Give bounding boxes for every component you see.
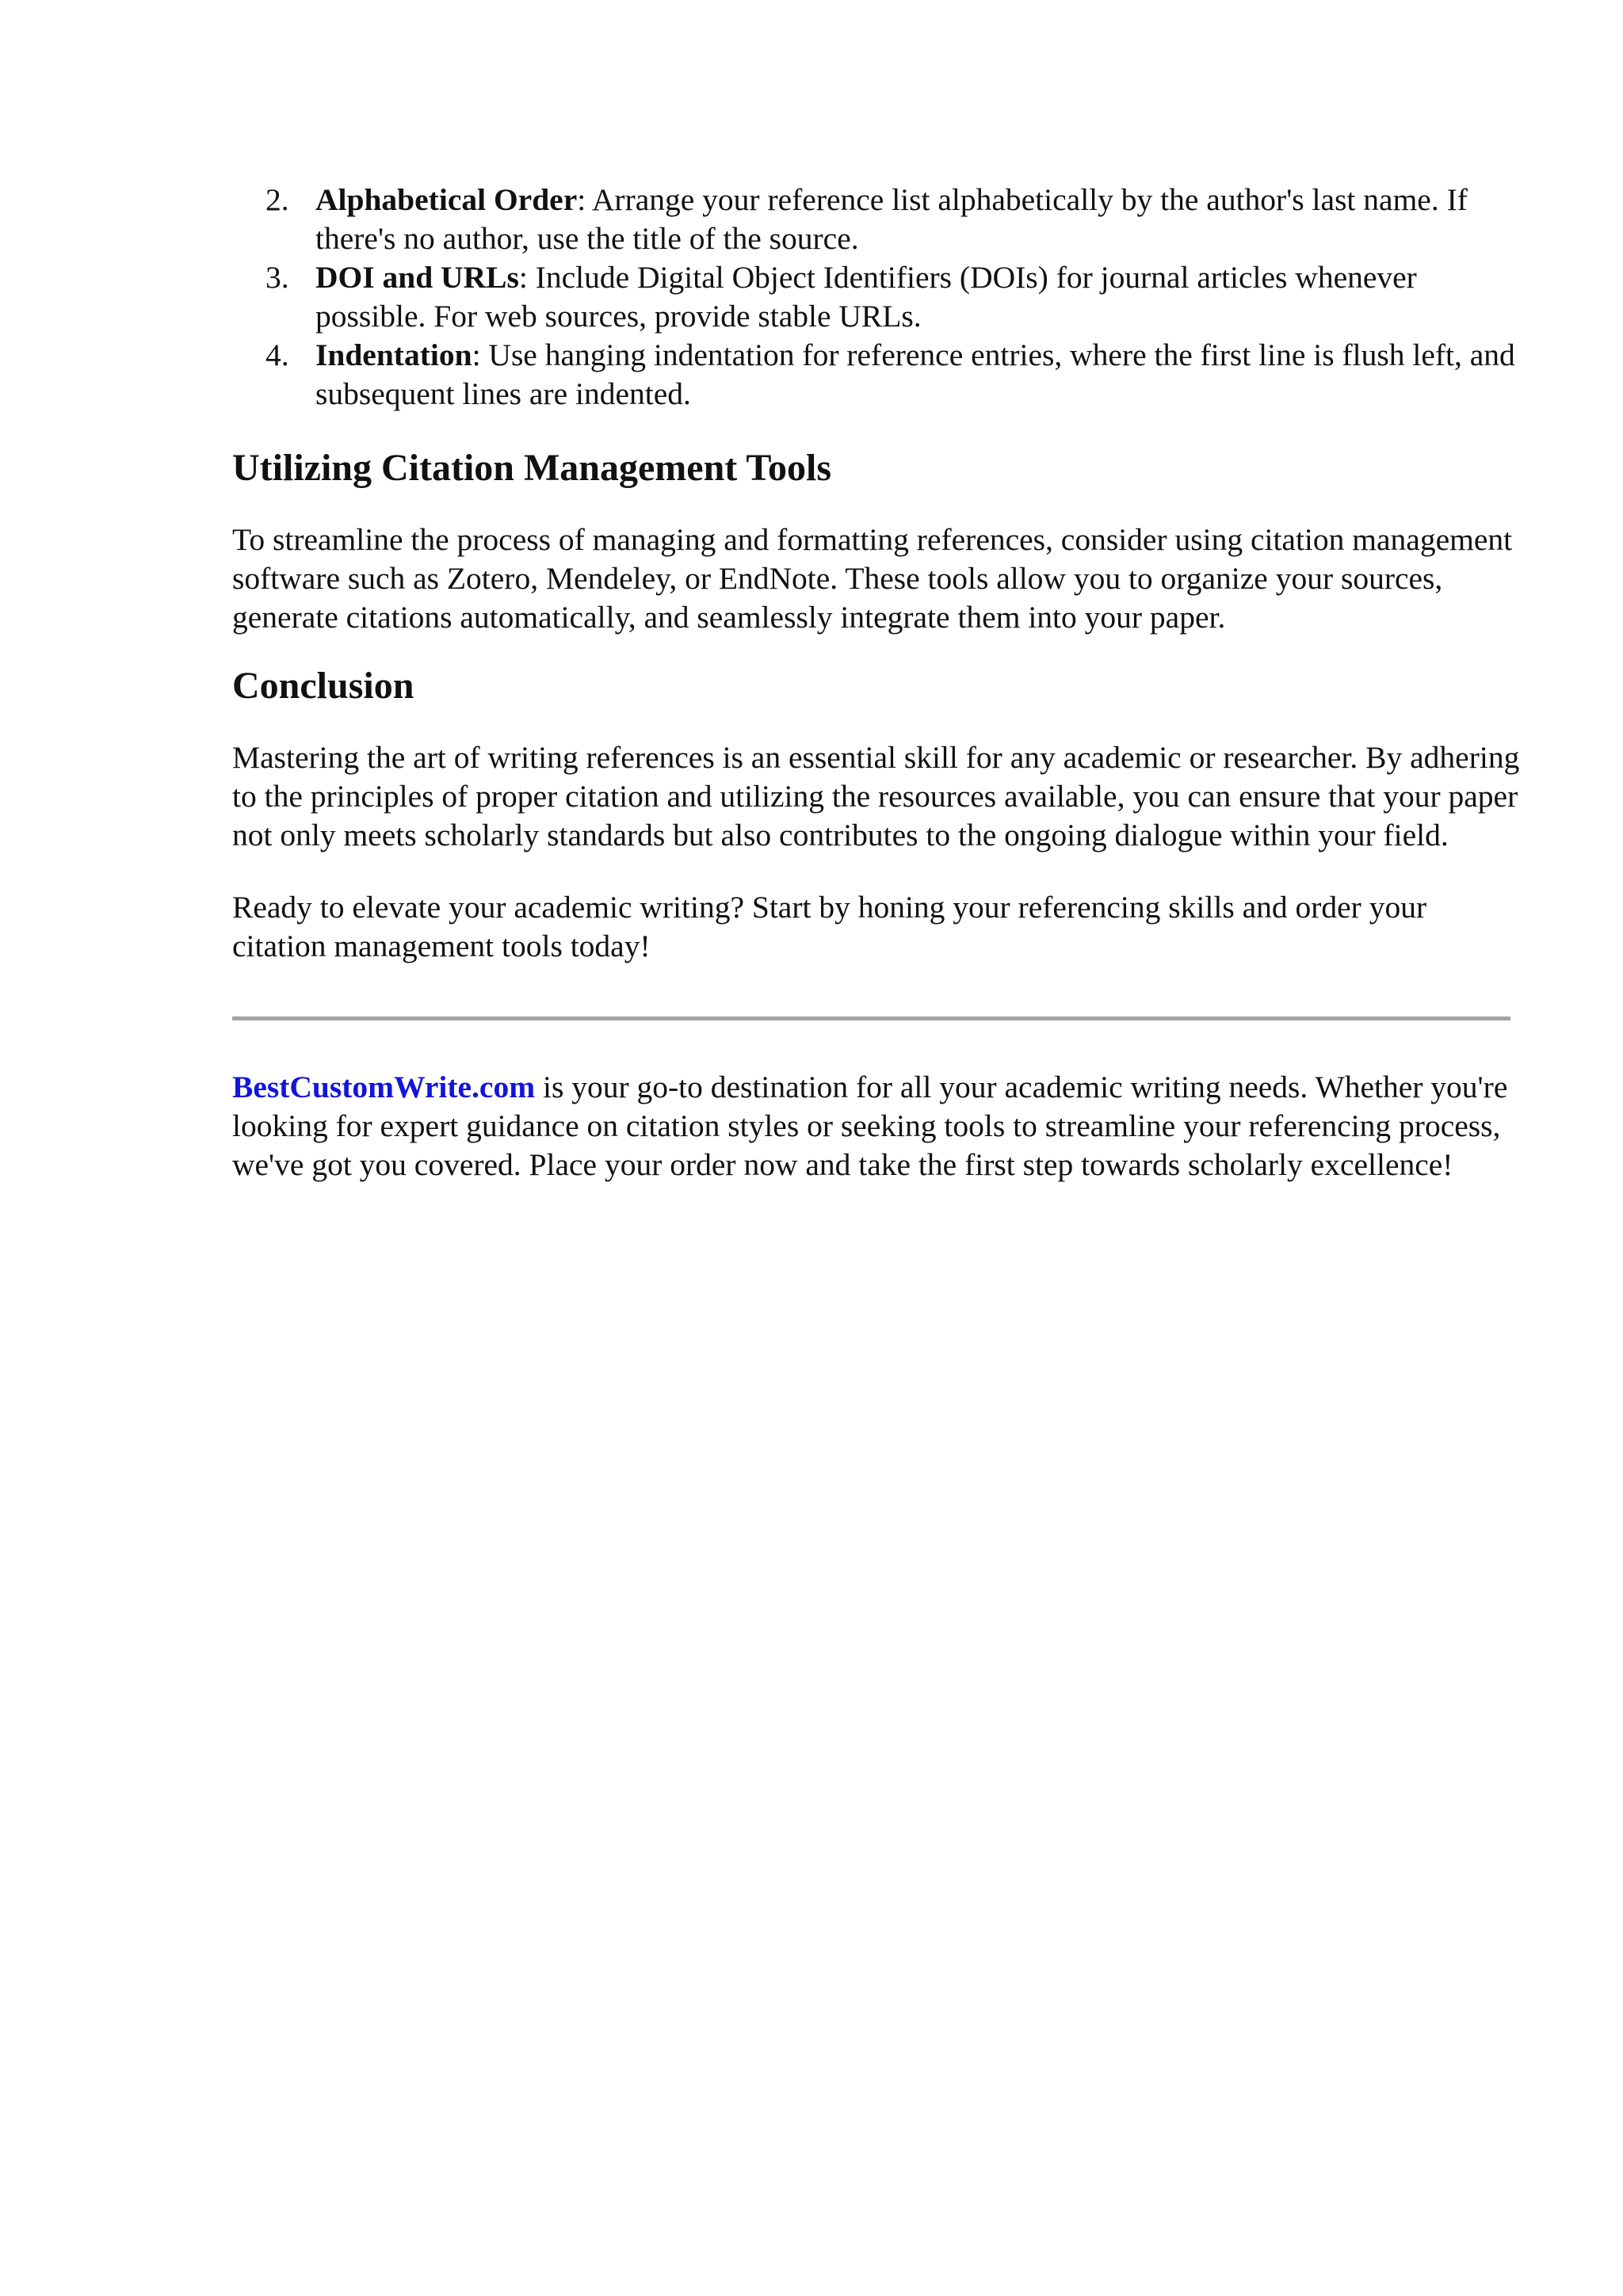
- list-item: [232, 258, 1520, 336]
- list-item: [232, 336, 1520, 414]
- document-page: [232, 181, 1520, 1184]
- brand-link[interactable]: BestCustomWrite.com: [232, 1070, 536, 1104]
- horizontal-divider: [232, 1016, 1510, 1020]
- list-item: [232, 181, 1520, 258]
- promo-text: is your go-to destination for all your academic writing needs. Whether you're looking for expert guidance on citation styles or seeking tools to streamline your referencing process, we've got you covered. Place your order now and take the first step towards scholarly excellence!: [232, 1070, 1508, 1182]
- list-number: 3.: [265, 260, 289, 295]
- conclusion-paragraph: Mastering the art of writing references is an essential skill for any academic or researcher. By adhering to the principles of proper citation and utilizing the resources available, you can ensure that your paper not only meets scholarly standards but also contributes to the ongoing dialogue within your field.: [232, 740, 1520, 852]
- list-term: Indentation: [315, 338, 472, 372]
- reference-rules-list: [232, 181, 1520, 414]
- conclusion-heading: Conclusion: [232, 665, 414, 707]
- list-text: : Include Digital Object Identifiers (DOIs) for journal articles whenever possible. For web sources, provide stable URLs.: [315, 260, 1417, 334]
- list-term: Alphabetical Order: [315, 182, 578, 217]
- list-text: : Arrange your reference list alphabetically by the author's last name. If there's no author, use the title of the source.: [315, 182, 1468, 256]
- tools-heading: Utilizing Citation Management Tools: [232, 447, 832, 489]
- list-number: 4.: [265, 338, 289, 372]
- promo-paragraph: [232, 1068, 1520, 1184]
- list-term: DOI and URLs: [315, 260, 519, 295]
- call-to-action-paragraph: Ready to elevate your academic writing? Start by honing your referencing skills and order your citation management tools today!: [232, 890, 1427, 963]
- tools-paragraph: To streamline the process of managing and formatting references, consider using citation management software such as Zotero, Mendeley, or EndNote. These tools allow you to organize your sources, generate citations automatically, and seamlessly integrate them into your paper.: [232, 522, 1513, 635]
- list-number: 2.: [265, 182, 289, 217]
- list-text: : Use hanging indentation for reference entries, where the first line is flush left, and subsequent lines are indented.: [315, 338, 1515, 411]
